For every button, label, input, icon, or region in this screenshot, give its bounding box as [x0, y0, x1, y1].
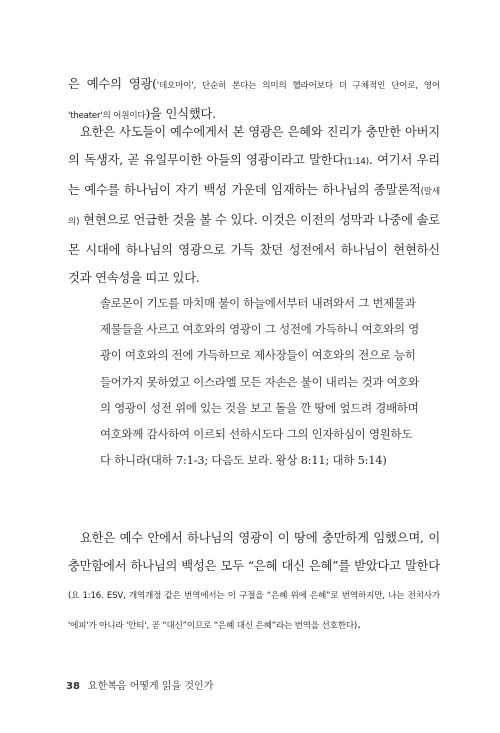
paragraph-2-note-b: (말세의): [68, 187, 440, 227]
paragraph-1-text-a: 은 예수의 영광(: [68, 77, 157, 91]
paragraph-2-text-b: . 여기서 우리는 예수를 하나님이 자기 백성 가운데 임재하는 하나님의 종말론적: [68, 153, 440, 197]
paragraph-2: [68, 118, 440, 292]
paragraph-1-note: '데오마이', 단순히 본다는 의미의 헬라어보다 더 구체적인 단어로, 영어 'theater'의 어원이다: [68, 81, 440, 121]
paragraph-2-note-a: (1:14): [344, 157, 369, 167]
paragraph-3: [68, 524, 440, 640]
page-number: 38: [66, 681, 80, 692]
paragraph-2-text-c: 현현으로 언급한 것을 볼 수 있다. 이것은 이전의 성막과 나중에 솔로몬 시대에 하나님의 영광으로 가득 찼던 성전에서 하나님이 현현하신 것과 연속성을 띠고 있다.: [68, 213, 440, 285]
page-footer: [66, 677, 213, 692]
paragraph-2-text-a: 요한은 사도들이 예수에게서 본 영광은 은혜와 진리가 충만한 아버지의 독생자, 곧 유일무이한 아들의 영광이라고 말한다: [68, 125, 440, 167]
block-quote: [100, 290, 420, 473]
paragraph-3-text-a: 요한은 예수 안에서 하나님의 영광이 이 땅에 충만하게 임했으며, 이 충만함에서 하나님의 백성은 모두 “은혜 대신 은혜”를 받았다고 말한다: [68, 531, 440, 573]
paragraph-1-text-b: )을 인식했다.: [145, 107, 216, 121]
paragraph-3-text-b: .: [357, 617, 361, 631]
paragraph-3-note: (요 1:16. ESV, 개역개정 같은 번역에서는 이 구절을 “은혜 위에 은혜”로 번역하지만, 나는 전치사가 '에피'가 아니라 '안티', 곧 “대신”이므로 “은혜 대신 은혜”라는 번역을 선호한다): [68, 591, 440, 631]
running-title: 요한복음 어떻게 읽을 것인가: [87, 681, 214, 692]
block-quote-text: 솔로몬이 기도를 마치매 불이 하늘에서부터 내려와서 그 번제물과 제물들을 사르고 여호와의 영광이 그 성전에 가득하니 여호와의 영광이 여호와의 전에 가득하므로 제사장들이 여호와의 전으로 능히 들어가지 못하였고 이스라엘 모든 자손은 불이 내리는 것과 여호와의 영광이 성전 위에 있는 것을 보고 돌을 깐 땅에 엎드려 경배하며 여호와께 감사하여 이르되 선하시도다 그의 인자하심이 영원하도다 하니라(대하 7:1-3; 다음도 보라. 왕상 8:11; 대하 5:14): [100, 296, 420, 468]
